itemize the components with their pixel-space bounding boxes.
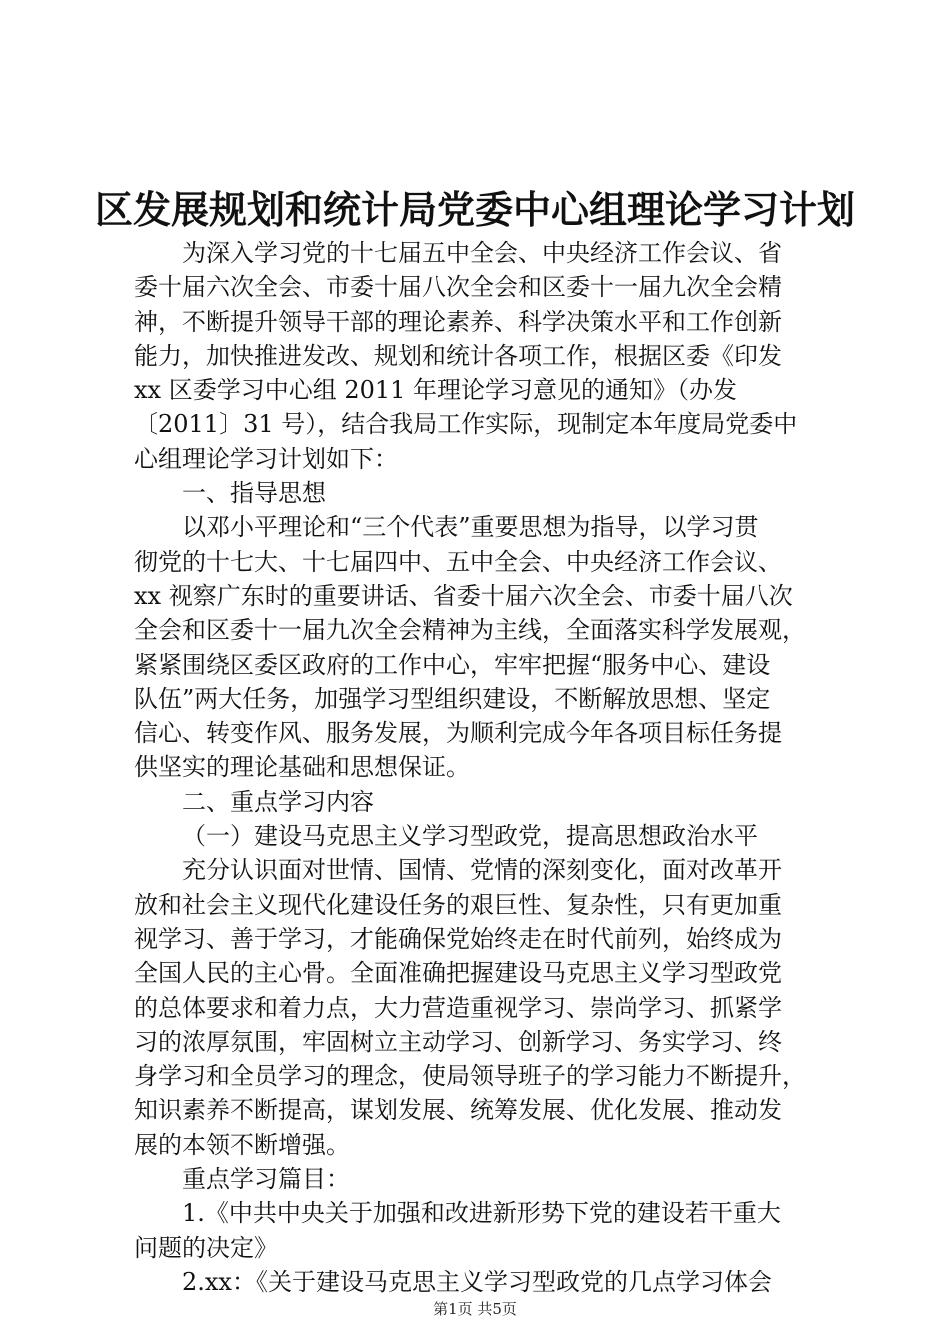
text-line: 全会和区委十一届九次全会精神为主线，全面落实科学发展观， [134, 616, 806, 645]
text-line: 神，不断提升领导干部的理论素养、科学决策水平和工作创新 [134, 307, 782, 336]
text-line: 习的浓厚氛围，牢固树立主动学习、创新学习、务实学习、终 [134, 1027, 782, 1056]
text-line: 放和社会主义现代化建设任务的艰巨性、复杂性，只有更加重 [134, 890, 782, 919]
section-heading: 一、指导思想 [182, 479, 326, 508]
text-line: 以邓小平理论和“三个代表”重要思想为指导，以学习贯 [182, 513, 759, 542]
text-line: 充分认识面对世情、国情、党情的深刻变化，面对改革开 [182, 856, 782, 885]
subsection-heading: （一）建设马克思主义学习型政党，提高思想政治水平 [182, 822, 758, 851]
text-line: 展的本领不断增强。 [134, 1130, 350, 1159]
text-line: 心组理论学习计划如下： [134, 444, 398, 473]
text-line: 视学习、善于学习，才能确保党始终走在时代前列，始终成为 [134, 924, 782, 953]
page-number-footer: 第1页 共5页 [433, 1300, 517, 1318]
text-line: 的总体要求和着力点，大力营造重视学习、崇尚学习、抓紧学 [134, 993, 782, 1022]
text-line: 〔2011〕31 号），结合我局工作实际，现制定本年度局党委中 [134, 410, 798, 439]
text-line: xx 区委学习中心组 2011 年理论学习意见的通知》（办发 [134, 376, 738, 405]
list-item: 1.《中共中央关于加强和改进新形势下党的建设若干重大 [182, 1199, 781, 1228]
list-item: 2.xx：《关于建设马克思主义学习型政党的几点学习体会 [182, 1267, 772, 1296]
text-line: 彻党的十七大、十七届四中、五中全会、中央经济工作会议、 [134, 547, 782, 576]
text-line: 委十届六次全会、市委十届八次全会和区委十一届九次全会精 [134, 273, 782, 302]
text-line: 全国人民的主心骨。全面准确把握建设马克思主义学习型政党 [134, 959, 782, 988]
text-line: 紧紧围绕区委区政府的工作中心，牢牢把握“服务中心、建设 [134, 650, 771, 679]
text-line: 供坚实的理论基础和思想保证。 [134, 753, 470, 782]
list-heading: 重点学习篇目： [182, 1165, 350, 1194]
text-line: xx 视察广东时的重要讲话、省委十届六次全会、市委十届八次 [134, 581, 793, 610]
text-line: 知识素养不断提高，谋划发展、统筹发展、优化发展、推动发 [134, 1096, 782, 1125]
text-line: 队伍”两大任务，加强学习型组织建设，不断解放思想、坚定 [134, 684, 771, 713]
text-line: 身学习和全员学习的理念，使局领导班子的学习能力不断提升， [134, 1062, 806, 1091]
section-heading: 二、重点学习内容 [182, 787, 374, 816]
text-line: 能力，加快推进发改、规划和统计各项工作，根据区委《印发 [134, 341, 782, 370]
list-item-continuation: 问题的决定》 [134, 1233, 278, 1262]
text-line: 信心、转变作风、服务发展，为顺利完成今年各项目标任务提 [134, 719, 782, 748]
document-body [134, 236, 834, 1299]
document-title: 区发展规划和统计局党委中心组理论学习计划 [94, 187, 855, 232]
text-line: 为深入学习党的十七届五中全会、中央经济工作会议、省 [182, 239, 782, 267]
